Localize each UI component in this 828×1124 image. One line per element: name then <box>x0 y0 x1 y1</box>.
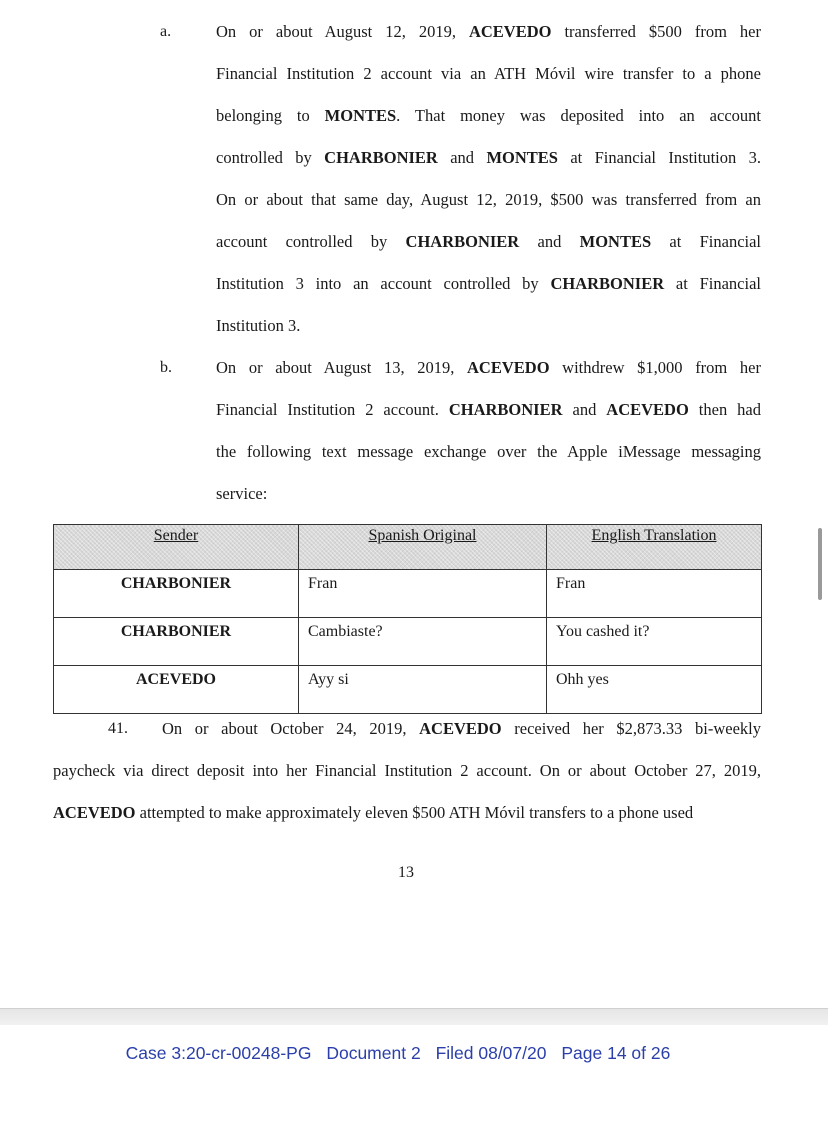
english-cell: Fran <box>547 570 762 618</box>
paragraph-a-label: a. <box>160 23 172 40</box>
text-segment: received her $2,873.33 bi-weekly <box>501 719 761 738</box>
spanish-cell: Fran <box>299 570 547 618</box>
text-segment: belonging to <box>216 106 325 125</box>
spanish-cell: Ayy si <box>299 666 547 714</box>
document-number: Document 2 <box>326 1043 421 1063</box>
text-line <box>216 473 761 515</box>
text-line <box>216 347 761 389</box>
text-segment: withdrew $1,000 from her <box>549 358 761 377</box>
party-name: MONTES <box>579 232 652 251</box>
text-segment: at Financial <box>651 232 762 251</box>
sender-cell: ACEVEDO <box>54 666 299 714</box>
text-line <box>53 792 761 834</box>
party-name: ACEVEDO <box>468 22 552 41</box>
paragraph-a-text <box>216 11 761 347</box>
table-row <box>54 666 762 714</box>
text-line <box>53 750 761 792</box>
text-line <box>53 708 761 750</box>
text-line <box>216 53 761 95</box>
spanish-cell: Cambiaste? <box>299 618 547 666</box>
text-segment: service: <box>216 484 268 503</box>
filed-date: Filed 08/07/20 <box>435 1043 547 1063</box>
text-segment: . That money was deposited into an account <box>396 106 761 125</box>
sender-cell: CHARBONIER <box>54 570 299 618</box>
table-header-row <box>54 525 762 570</box>
header-sender: Sender <box>54 525 299 570</box>
text-segment: the following text message exchange over the Apple iMessage messaging <box>216 442 761 461</box>
text-segment: Financial Institution 2 account. <box>216 400 449 419</box>
party-name: ACEVEDO <box>53 803 136 822</box>
text-segment: then had <box>688 400 761 419</box>
paragraph-b-label: b. <box>160 359 172 376</box>
text-segment: On or about August 13, 2019, <box>216 358 468 377</box>
message-exchange-table <box>53 524 762 714</box>
party-name: ACEVEDO <box>467 358 550 377</box>
text-segment: Financial Institution 2 account via an ATH Móvil wire transfer to a phone <box>216 64 761 83</box>
text-segment: and <box>562 400 607 419</box>
text-segment: at Financial <box>664 274 761 293</box>
case-header <box>0 1043 796 1064</box>
party-name: CHARBONIER <box>448 400 563 419</box>
page-number: 13 <box>398 864 414 881</box>
sender-cell: CHARBONIER <box>54 618 299 666</box>
party-name: MONTES <box>324 106 397 125</box>
text-segment: at Financial Institution 3. <box>557 148 761 167</box>
paragraph-b-text <box>216 347 761 515</box>
text-line <box>216 95 761 137</box>
text-line <box>216 263 761 305</box>
party-name: CHARBONIER <box>324 148 438 167</box>
table-row <box>54 570 762 618</box>
party-name: CHARBONIER <box>405 232 520 251</box>
text-line <box>216 305 761 347</box>
table-row <box>54 618 762 666</box>
party-name: ACEVEDO <box>419 719 502 738</box>
page-divider <box>0 1008 828 1026</box>
text-line <box>216 389 761 431</box>
paragraph-41-number: 41. <box>108 720 128 737</box>
page-count: Page 14 of 26 <box>561 1043 671 1063</box>
english-cell: Ohh yes <box>547 666 762 714</box>
party-name: ACEVEDO <box>606 400 689 419</box>
paragraph-41-text <box>53 708 761 834</box>
text-segment: On or about October 24, 2019, <box>162 719 420 738</box>
text-segment: and <box>519 232 580 251</box>
text-segment: On or about that same day, August 12, 2019, $500 was transferred from an <box>216 190 761 209</box>
text-line <box>216 179 761 221</box>
header-spanish-original: Spanish Original <box>299 525 547 570</box>
english-cell: You cashed it? <box>547 618 762 666</box>
text-line <box>216 11 761 53</box>
scrollbar-thumb[interactable] <box>818 528 822 600</box>
text-segment: Institution 3. <box>216 316 301 335</box>
header-english-translation: English Translation <box>547 525 762 570</box>
text-segment: paycheck via direct deposit into her Financial Institution 2 account. On or about October 27, 2019, <box>53 761 761 780</box>
text-segment: and <box>437 148 487 167</box>
party-name: MONTES <box>486 148 558 167</box>
case-number: Case 3:20-cr-00248-PG <box>125 1043 312 1063</box>
text-segment: Institution 3 into an account controlled by <box>216 274 551 293</box>
party-name: CHARBONIER <box>550 274 665 293</box>
text-segment: On or about August 12, 2019, <box>216 22 469 41</box>
text-line <box>216 431 761 473</box>
text-line <box>216 221 761 263</box>
text-segment: account controlled by <box>216 232 406 251</box>
text-segment: controlled by <box>216 148 325 167</box>
text-line <box>216 137 761 179</box>
footer-area <box>0 1025 828 1124</box>
text-segment: attempted to make approximately eleven $500 ATH Móvil transfers to a phone used <box>135 803 694 822</box>
text-segment: transferred $500 from her <box>551 22 761 41</box>
